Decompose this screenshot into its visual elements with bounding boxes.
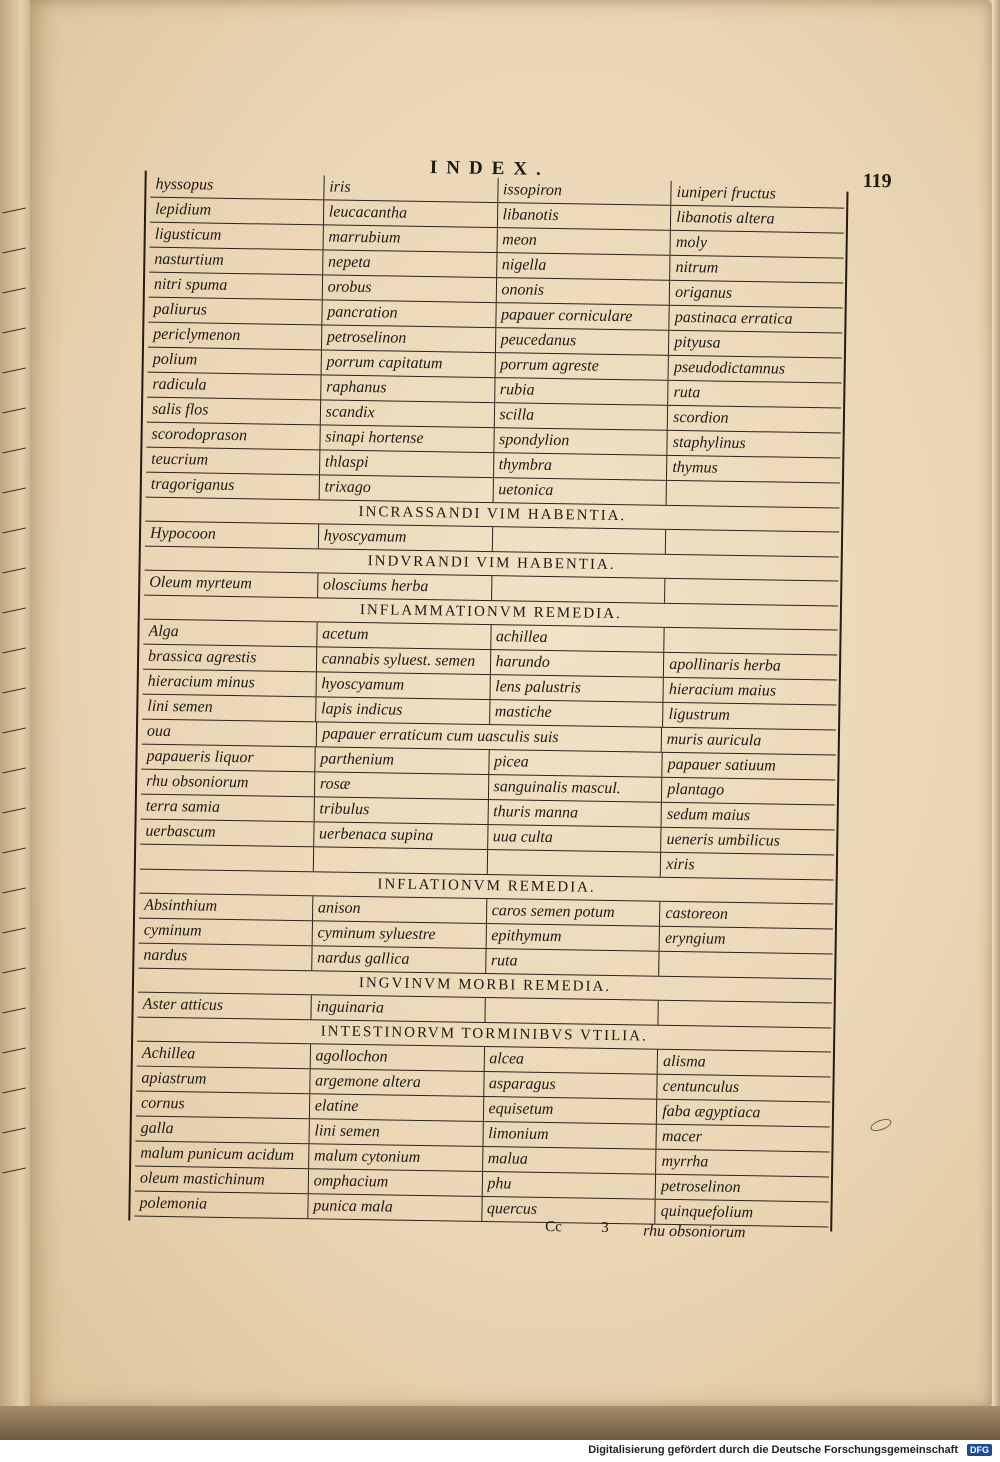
table-cell: libanotis <box>496 203 670 230</box>
table-cell: achillea <box>490 625 664 652</box>
table-cell: acetum <box>316 622 490 649</box>
table-cell: alisma <box>657 1050 831 1077</box>
table-cell: ruta <box>485 949 659 976</box>
table-cell: iris <box>323 175 497 202</box>
table-cell: quinquefolium <box>655 1200 829 1227</box>
digitization-footer <box>0 1440 1000 1462</box>
table-cell: porrum capitatum <box>320 350 494 377</box>
table-cell: libanotis altera <box>670 206 844 233</box>
table-cell: scilla <box>493 403 667 430</box>
table-cell: apiastrum <box>141 1069 207 1088</box>
table-cell: ueneris umbilicus <box>660 828 834 855</box>
table-cell: peucedanus <box>494 328 668 355</box>
printed-area <box>108 152 892 1253</box>
table-cell: uua culta <box>487 825 661 852</box>
table-cell: ruta <box>667 381 841 408</box>
table-cell: sedum maius <box>661 803 835 830</box>
table-cell: lepidium <box>155 200 212 219</box>
table-cell: nasturtium <box>154 250 224 269</box>
table-cell: galla <box>140 1119 174 1138</box>
table-cell: mastiche <box>489 700 663 727</box>
table-cell: picea <box>488 750 662 777</box>
table-cell: hieracium minus <box>147 672 255 692</box>
table-cell: raphanus <box>320 375 494 402</box>
table-cell: pityusa <box>668 331 842 358</box>
table-cell: tribulus <box>313 797 487 824</box>
table-cell: nitri spuma <box>153 275 228 294</box>
table-cell: eryngium <box>659 927 833 954</box>
table-cell: moly <box>670 231 844 258</box>
table-cell: limonium <box>482 1122 656 1149</box>
table-cell: plantago <box>661 778 835 805</box>
signature-mark: Cc <box>545 1219 563 1236</box>
table-cell <box>140 845 313 872</box>
table-cell: trixago <box>318 475 492 502</box>
table-cell: salis flos <box>151 400 209 419</box>
table-cell <box>666 481 840 508</box>
table-cell: epithymum <box>485 924 659 951</box>
table-cell: leucacantha <box>323 200 497 227</box>
table-cell: olosciums herba <box>317 573 491 600</box>
table-cell: cyminum <box>143 921 202 940</box>
table-cell <box>658 952 832 979</box>
table-cell: xiris <box>660 853 834 880</box>
section-heading: INTESTINORVM TORMINIBVS VTILIA. <box>137 1018 831 1053</box>
table-cell: quercus <box>481 1197 655 1224</box>
table-cell: petroselinon <box>321 325 495 352</box>
table-cell: lapis indicus <box>315 697 489 724</box>
table-cell: rosæ <box>314 772 488 799</box>
table-cell: nepeta <box>322 250 496 277</box>
table-cell: ligustrum <box>662 703 836 730</box>
table-cell <box>491 527 665 554</box>
table-cell: hyoscyamum <box>318 524 492 551</box>
table-cell: papauer erraticum cum uasculis suis <box>316 722 661 751</box>
table-cell: terra samia <box>145 797 221 816</box>
table-cell: phu <box>481 1172 655 1199</box>
table-cell: papauer satiuum <box>662 753 836 780</box>
table-cell: pancration <box>321 300 495 327</box>
table-cell: polemonia <box>139 1194 208 1213</box>
section-heading: INFLAMMATIONVM REMEDIA. <box>144 596 838 631</box>
table-cell: oleum mastichinum <box>139 1169 265 1189</box>
table-cell: lini semen <box>147 697 213 716</box>
table-cell: equisetum <box>482 1097 656 1124</box>
table-cell: marrubium <box>322 225 496 252</box>
table-cell: faba ægyptiaca <box>656 1100 830 1127</box>
table-cell: punica mala <box>307 1194 481 1221</box>
table-cell: polium <box>152 350 198 369</box>
table-cell: sinapi hortense <box>319 425 493 452</box>
running-head: INDEX. <box>429 157 550 180</box>
table-cell: scandix <box>320 400 494 427</box>
book-page <box>30 0 992 1408</box>
table-cell: thymbra <box>492 453 666 480</box>
table-cell: hieracium maius <box>663 678 837 705</box>
table-cell: hyssopus <box>155 175 214 194</box>
table-cell: ononis <box>495 278 669 305</box>
dfg-logo: DFG <box>967 1444 992 1456</box>
table-cell: spondylion <box>493 428 667 455</box>
table-cell: Oleum myrteum <box>149 573 253 593</box>
table-cell: macer <box>656 1125 830 1152</box>
table-cell: malum cytonium <box>308 1144 482 1171</box>
table-cell <box>665 530 839 557</box>
table-cell: elatine <box>309 1094 483 1121</box>
table-cell: nitrum <box>669 256 843 283</box>
table-cell: muris auricula <box>660 728 836 755</box>
table-cell: porrum agreste <box>494 353 668 380</box>
table-cell: alcea <box>483 1047 657 1074</box>
table-cell: cornus <box>140 1094 185 1113</box>
table-cell <box>664 628 838 655</box>
table-cell: issopiron <box>497 178 671 205</box>
table-cell: nigella <box>496 253 670 280</box>
table-cell: scorodoprason <box>151 425 248 445</box>
table-cell: apollinaris herba <box>663 653 837 680</box>
table-cell: origanus <box>669 281 843 308</box>
table-cell <box>313 847 487 874</box>
table-cell: Achillea <box>141 1044 196 1063</box>
table-cell: uerbascum <box>145 822 216 841</box>
table-cell: brassica agrestis <box>147 647 257 667</box>
table-cell: rubia <box>494 378 668 405</box>
table-cell: thuris manna <box>487 800 661 827</box>
table-cell: anison <box>312 896 486 923</box>
table-cell: cannabis syluest. semen <box>316 647 490 674</box>
table-cell: oua <box>146 722 172 741</box>
table-cell: uetonica <box>492 478 666 505</box>
table-cell: castoreon <box>659 902 833 929</box>
section-heading: INGVINVM MORBI REMEDIA. <box>138 969 832 1004</box>
page-number: 119 <box>862 169 892 193</box>
table-cell: myrrha <box>655 1150 829 1177</box>
table-cell: papaueris liquor <box>146 747 254 767</box>
table-cell: lens palustris <box>489 675 663 702</box>
table-cell: cyminum syluestre <box>311 921 485 948</box>
table-cell <box>658 1001 832 1028</box>
table-cell: malua <box>482 1147 656 1174</box>
table-cell: lini semen <box>308 1119 482 1146</box>
catchword: rhu obsoniorum <box>643 1222 746 1242</box>
table-cell <box>664 579 838 606</box>
table-cell <box>484 998 658 1025</box>
table-cell: paliurus <box>153 300 208 319</box>
table-cell: radicula <box>152 375 207 394</box>
book-bottom-edge <box>0 1406 1000 1440</box>
table-cell: ligusticum <box>154 225 222 244</box>
table-cell: orobus <box>322 275 496 302</box>
table-cell: rhu obsoniorum <box>146 772 249 792</box>
table-cell: Hypocoon <box>149 524 216 543</box>
previous-page-edge <box>0 0 31 1420</box>
table-cell: centunculus <box>656 1075 830 1102</box>
table-cell: Aster atticus <box>142 995 224 1014</box>
table-cell: tragoriganus <box>150 475 235 495</box>
table-cell: papauer corniculare <box>495 303 669 330</box>
index-table <box>134 173 844 1228</box>
table-cell: omphacium <box>307 1169 481 1196</box>
table-cell: thlaspi <box>319 450 493 477</box>
table-cell: asparagus <box>483 1072 657 1099</box>
funding-credit: Digitalisierung gefördert durch die Deutsche Forschungsgemeinschaft <box>588 1444 958 1456</box>
table-cell: sanguinalis mascul. <box>487 775 661 802</box>
table-cell: inguinaria <box>310 995 484 1022</box>
table-cell: scordion <box>667 406 841 433</box>
table-cell: staphylinus <box>667 431 841 458</box>
table-cell: argemone altera <box>309 1069 483 1096</box>
table-cell: meon <box>496 228 670 255</box>
signature-number: 3 <box>601 1219 609 1236</box>
table-cell: uerbenaca supina <box>313 822 487 849</box>
table-cell: malum punicum acidum <box>140 1144 295 1165</box>
table-cell: nardus gallica <box>311 946 485 973</box>
table-cell: agollochon <box>309 1044 483 1071</box>
table-cell: pseudodictamnus <box>668 356 842 383</box>
section-heading: INCRASSANDI VIM HABENTIA. <box>145 498 839 533</box>
table-cell: nardus <box>143 946 188 965</box>
table-cell: pastinaca erratica <box>669 306 843 333</box>
table-cell: teucrium <box>151 450 209 469</box>
table-cell: harundo <box>489 650 663 677</box>
table-cell <box>491 576 665 603</box>
table-cell: petroselinon <box>655 1175 829 1202</box>
table-cell: iuniperi fructus <box>671 181 845 208</box>
table-cell: Absinthium <box>144 896 218 915</box>
table-cell: parthenium <box>314 747 488 774</box>
section-heading: INDVRANDI VIM HABENTIA. <box>144 547 838 582</box>
table-cell: periclymenon <box>153 325 241 345</box>
table-cell: caros semen potum <box>485 899 659 926</box>
section-heading: INFLATIONVM REMEDIA. <box>139 870 833 905</box>
table-cell <box>486 850 660 877</box>
table-cell: hyoscyamum <box>315 672 489 699</box>
table-cell: Alga <box>148 622 179 641</box>
ink-stain <box>869 1117 893 1134</box>
table-cell: thymus <box>666 456 840 483</box>
